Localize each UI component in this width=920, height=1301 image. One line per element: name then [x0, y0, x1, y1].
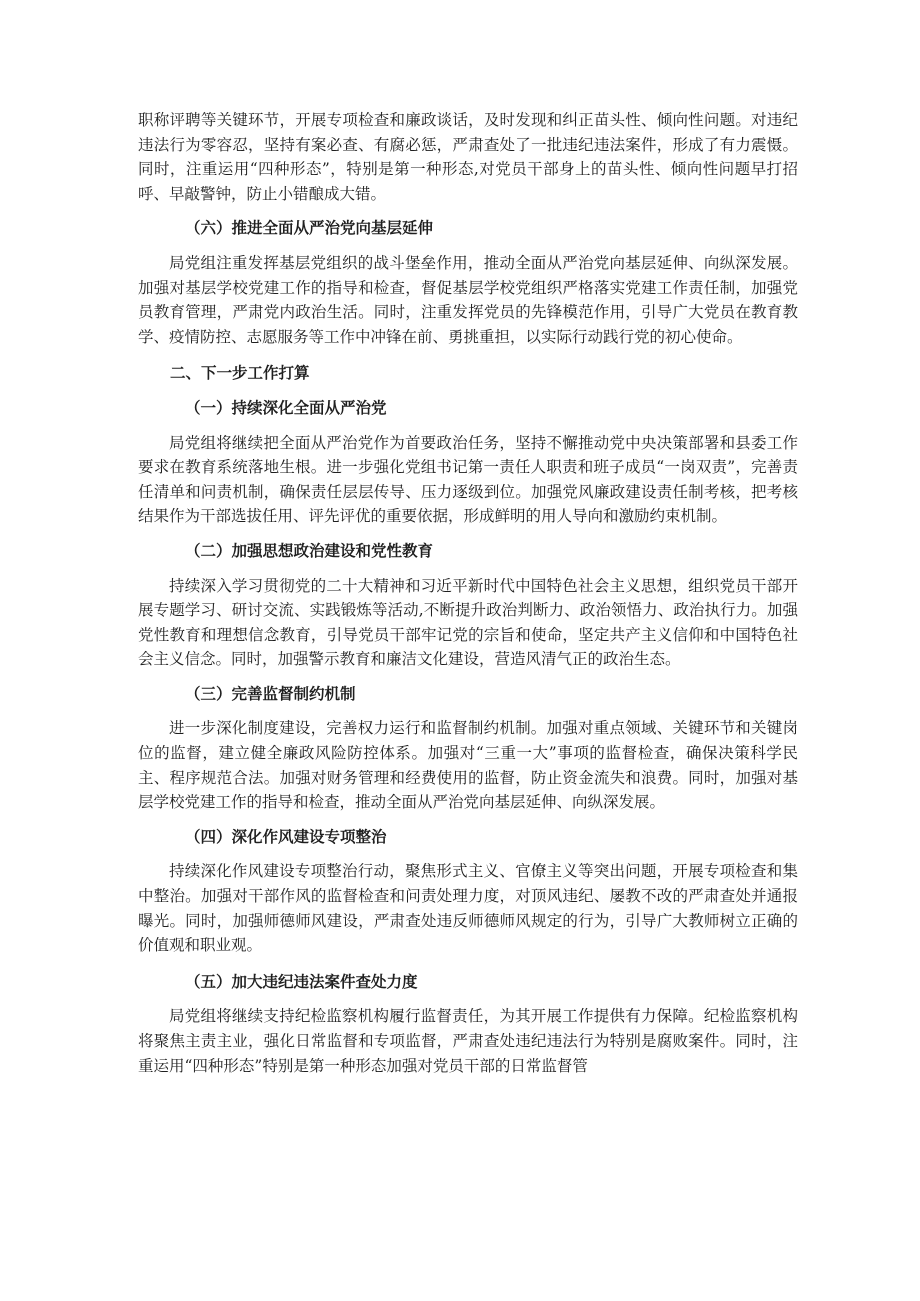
paragraph-four: 持续深化作风建设专项整治行动，聚焦形式主义、官僚主义等突出问题，开展专项检查和集中整治。加强对干部作风的监督检查和问责处理力度，对顶风违纪、屡教不改的严肃查处并通报曝光。同时，加强师德师风建设，严肃查处违反师德师风规定的行为，引导广大教师树立正确的价值观和职业观。 [138, 862, 798, 955]
section-heading-four: （四）深化作风建设专项整治 [185, 827, 387, 846]
section-heading-five: （五）加大违纪违法案件查处力度 [185, 972, 418, 991]
section-heading-one: （一）持续深化全面从严治党 [185, 398, 387, 417]
section-heading-six: （六）推进全面从严治党向基层延伸 [185, 219, 434, 238]
paragraph-one: 局党组将继续把全面从严治党作为首要政治任务，坚持不懈推动党中央决策部署和县委工作要求在教育系统落地生根。进一步强化党组书记第一责任人职责和班子成员“一岗双责”，完善责任清单和问责机制，确保责任层层传导、压力逐级到位。加强党风廉政建设责任制考核，把考核结果作为干部选拔任用、评先评优的重要依据，形成鲜明的用人导向和激励约束机制。 [138, 433, 798, 526]
section-heading-two: （二）加强思想政治建设和党性教育 [185, 541, 434, 560]
paragraph-three: 进一步深化制度建设，完善权力运行和监督制约机制。加强对重点领域、关键环节和关键岗位的监督，建立健全廉政风险防控体系。加强对“三重一大”事项的监督检查，确保决策科学民主、程序规范合法。加强对财务管理和经费使用的监督，防止资金流失和浪费。同时，加强对基层学校党建工作的指导和检查，推动全面从严治党向基层延伸、向纵深发展。 [138, 719, 798, 812]
paragraph-five: 局党组将继续支持纪检监察机构履行监督责任，为其开展工作提供有力保障。纪检监察机构将聚焦主责主业，强化日常监督和专项监督，严肃查处违纪违法行为特别是腐败案件。同时，注重运用“四种形态”特别是第一种形态加强对党员干部的日常监督管 [138, 1007, 798, 1075]
paragraph-two: 持续深入学习贯彻党的二十大精神和习近平新时代中国特色社会主义思想，组织党员干部开展专题学习、研讨交流、实践锻炼等活动,不断提升政治判断力、政治领悟力、政治执行力。加强党性教育和理想信念教育，引导党员干部牢记党的宗旨和使命，坚定共产主义信仰和中国特色社会主义信念。同时，加强警示教育和廉洁文化建设，营造风清气正的政治生态。 [138, 576, 798, 669]
paragraph-six: 局党组注重发挥基层党组织的战斗堡垒作用，推动全面从严治党向基层延伸、向纵深发展。加强对基层学校党建工作的指导和检查，督促基层学校党组织严格落实党建工作责任制，加强党员教育管理，严肃党内政治生活。同时，注重发挥党员的先锋模范作用，引导广大党员在教育教学、疫情防控、志愿服务等工作中冲锋在前、勇挑重担，以实际行动践行党的初心使命。 [138, 253, 798, 346]
document-page [138, 108, 798, 1078]
paragraph-continued: 职称评聘等关键环节，开展专项检查和廉政谈话，及时发现和纠正苗头性、倾向性问题。对违纪违法行为零容忍，坚持有案必查、有腐必惩，严肃查处了一批违纪违法案件，形成了有力震慑。同时，注重运用“四种形态”，特别是第一种形态,对党员干部身上的苗头性、倾向性问题早打招呼、早敲警钟，防止小错酿成大错。 [138, 111, 798, 203]
section-heading-three: （三）完善监督制约机制 [185, 684, 356, 703]
chapter-heading-next-steps: 二、下一步工作打算 [170, 364, 310, 383]
